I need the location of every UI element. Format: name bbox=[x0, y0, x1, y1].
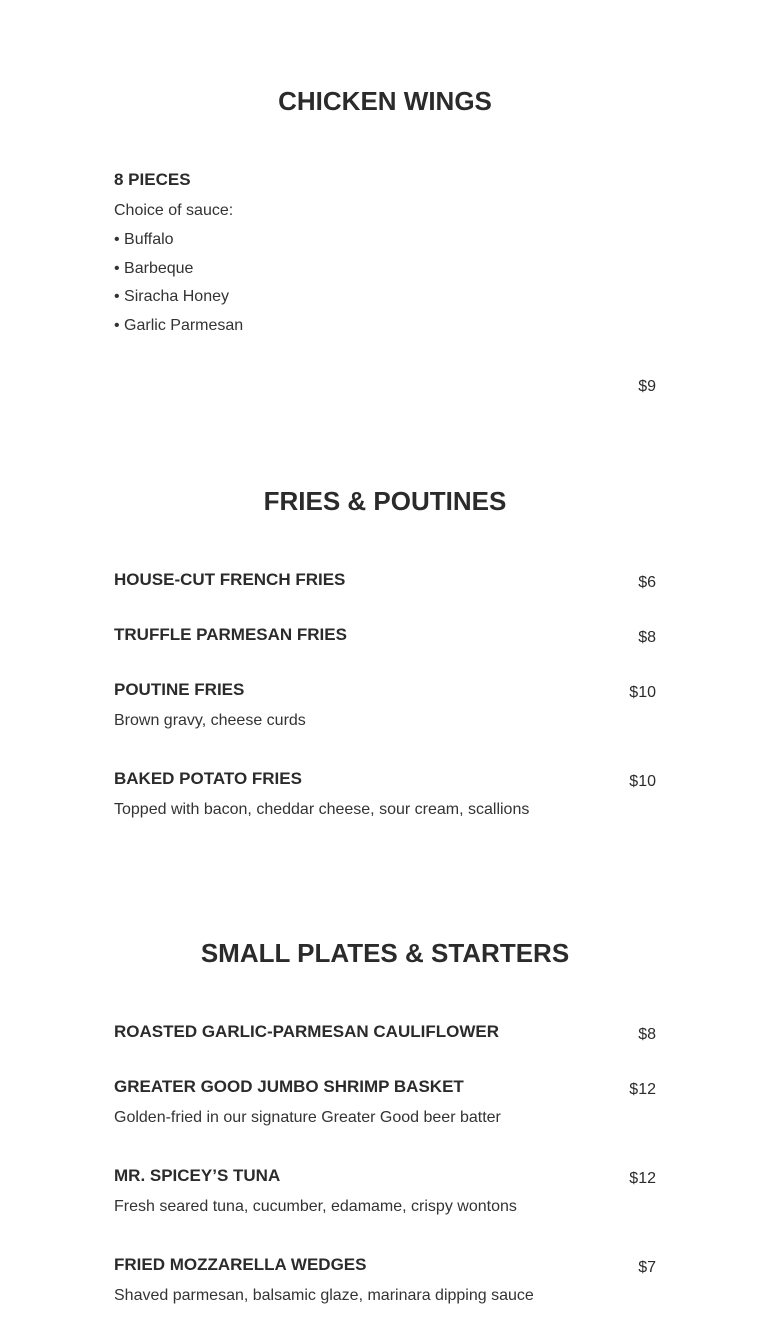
item-desc-mozzarella-wedges: Shaved parmesan, balsamic glaze, marinara dipping sauce bbox=[114, 1287, 534, 1304]
sauce-option-siracha-honey: • Siracha Honey bbox=[114, 288, 229, 305]
section-title-small-plates: SMALL PLATES & STARTERS bbox=[200, 938, 570, 968]
item-price-8-pieces: $9 bbox=[638, 378, 656, 395]
item-name-spicey-tuna: MR. SPICEY’S TUNA bbox=[114, 1166, 281, 1185]
sauce-option-buffalo: • Buffalo bbox=[114, 231, 174, 248]
section-title-chicken-wings: CHICKEN WINGS bbox=[278, 86, 492, 116]
item-name-truffle-fries: TRUFFLE PARMESAN FRIES bbox=[114, 625, 347, 644]
item-desc-baked-potato-fries: Topped with bacon, cheddar cheese, sour cream, scallions bbox=[114, 801, 530, 818]
item-name-house-cut-fries: HOUSE-CUT FRENCH FRIES bbox=[114, 570, 346, 589]
item-price-truffle-fries: $8 bbox=[638, 629, 656, 646]
item-name-8-pieces: 8 PIECES bbox=[114, 170, 191, 189]
item-price-shrimp-basket: $12 bbox=[629, 1081, 656, 1098]
item-price-spicey-tuna: $12 bbox=[629, 1170, 656, 1187]
item-name-poutine-fries: POUTINE FRIES bbox=[114, 680, 245, 699]
item-desc-shrimp-basket: Golden-fried in our signature Greater Good beer batter bbox=[114, 1109, 501, 1126]
item-price-baked-potato-fries: $10 bbox=[629, 773, 656, 790]
item-price-poutine-fries: $10 bbox=[629, 684, 656, 701]
sauce-option-barbeque: • Barbeque bbox=[114, 260, 194, 277]
section-title-fries-poutines: FRIES & POUTINES bbox=[263, 486, 507, 516]
item-price-cauliflower: $8 bbox=[638, 1026, 656, 1043]
item-desc-poutine-fries: Brown gravy, cheese curds bbox=[114, 712, 306, 729]
item-name-shrimp-basket: GREATER GOOD JUMBO SHRIMP BASKET bbox=[114, 1077, 464, 1096]
item-price-house-cut-fries: $6 bbox=[638, 574, 656, 591]
sauce-option-garlic-parmesan: • Garlic Parmesan bbox=[114, 317, 244, 334]
item-desc-spicey-tuna: Fresh seared tuna, cucumber, edamame, crispy wontons bbox=[114, 1198, 517, 1215]
item-name-mozzarella-wedges: FRIED MOZZARELLA WEDGES bbox=[114, 1255, 367, 1274]
item-desc-line: Choice of sauce: bbox=[114, 202, 234, 219]
item-name-cauliflower: ROASTED GARLIC-PARMESAN CAULIFLOWER bbox=[114, 1022, 499, 1041]
item-price-mozzarella-wedges: $7 bbox=[638, 1259, 656, 1276]
item-name-baked-potato-fries: BAKED POTATO FRIES bbox=[114, 769, 302, 788]
